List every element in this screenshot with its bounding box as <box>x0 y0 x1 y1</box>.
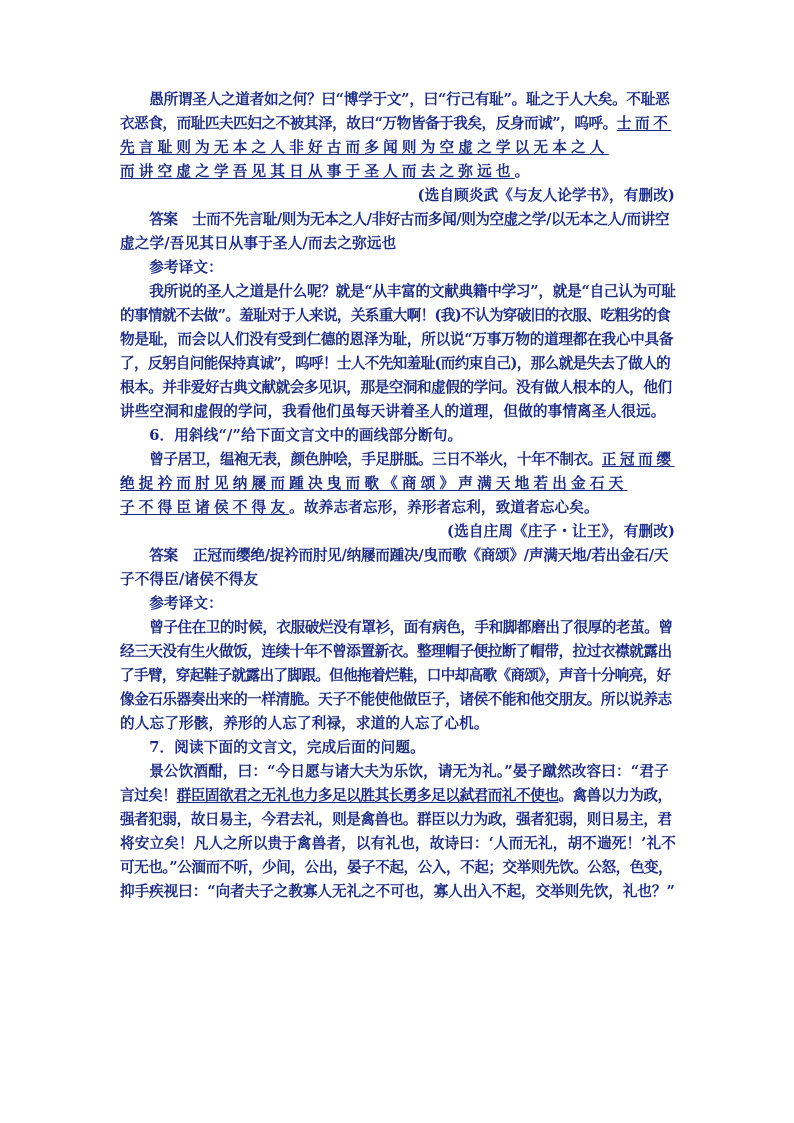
passage-1-translation-line-5: 根本。并非爱好古典文献就会多见识，那是空洞和虚假的学问。没有做人根本的人，他们 <box>120 379 672 396</box>
question-7-passage-line-4: 将安立矣！凡人之所以贵于禽兽者，以有礼也，故诗曰：‘人而无礼，胡不遄死！’礼不 <box>120 835 676 852</box>
question-6-passage-line-3: 子不得臣诸侯不得友。故养志者忘形，养形者忘利，致道者忘心矣。 <box>120 499 599 516</box>
question-6-answer-line-2: 子不得臣/诸侯不得友 <box>120 571 259 588</box>
question-6-title: 6．用斜线“/”给下面文言文中的画线部分断句。 <box>149 427 463 444</box>
passage-1-translation-line-2: 的事情就不去做”。羞耻对于人来说，关系重大啊！(我)不认为穿破旧的衣服、吃粗劣的食 <box>120 307 671 324</box>
passage-1-line-1: 愚所谓圣人之道者如之何？曰“博学于文”，曰“行己有耻”。耻之于人大矣。不耻恶 <box>149 91 670 108</box>
question-6-passage-line-2: 绝捉衿而肘见纳屦而踵决曳而歌《商颂》声满天地若出金石天 <box>120 475 628 492</box>
passage-1-translation-line-1: 我所说的圣人之道是什么呢？就是“从丰富的文献典籍中学习”，就是“自己认为可耻 <box>149 283 676 300</box>
passage-1-translation-line-3: 物是耻，而会以人们没有受到仁德的恩泽为耻，所以说“万事万物的道理都在我心中具备 <box>120 331 674 348</box>
question-7-passage-line-6: 抑手疾视曰：“向者夫子之教寡人无礼之不可也，寡人出入不起，交举则先饮，礼也？” <box>120 883 675 900</box>
document-page <box>120 88 675 904</box>
passage-1-answer-line-2: 虚之学/吾见其日从事于圣人/而去之弥远也 <box>120 235 397 252</box>
passage-1-line-2: 衣恶食，而耻匹夫匹妇之不被其泽，故曰“万物皆备于我矣，反身而诚”，呜呼。士而不 <box>120 115 672 132</box>
answer-label: 答案 <box>149 211 178 228</box>
question-6-translation-line-5: 的人忘了形骸，养形的人忘了利禄，求道的人忘了心机。 <box>120 715 489 732</box>
question-6-answer-line-1: 答案 正冠而缨绝/捉衿而肘见/纳屦而踵决/曳而歌《商颂》/声满天地/若出金石/天 <box>149 547 669 564</box>
underlined-passage-start: 士而不 <box>616 115 672 132</box>
question-6-translation-label: 参考译文： <box>149 595 223 612</box>
passage-1-answer-line-1: 答案 士而不先言耻/则为无本之人/非好古而多闻/则为空虚之学/以无本之人/而讲空 <box>149 211 669 228</box>
answer-label: 答案 <box>149 547 178 564</box>
question-7-passage-line-2: 言过矣！群臣固欲君之无礼也力多足以胜其长勇多足以弑君而礼不使也。禽兽以力为政， <box>120 787 672 804</box>
question-6-source: (选自庄周《庄子・让王》，有删改) <box>447 523 675 540</box>
question-6-passage-line-1: 曾子居卫，缊袍无表，颜色肿哙，手足胼胝。三日不举火，十年不制衣。正冠而缨 <box>149 451 675 468</box>
question-7-title: 7．阅读下面的文言文，完成后面的问题。 <box>149 739 425 756</box>
underlined-passage-line-3: 先言耻则为无本之人非好古而多闻则为空虚之学以无本之人 <box>120 139 609 156</box>
question-6-translation-line-3: 了手臂，穿起鞋子就露出了脚跟。但他拖着烂鞋，口中却高歌《商颂》，声音十分响亮，好 <box>120 667 671 684</box>
passage-1-source: (选自顾炎武《与友人论学书》，有删改) <box>417 187 675 204</box>
passage-1-translation-line-4: 了，反躬自问能保持真诚”，呜呼！士人不先知羞耻(而约束自己)，那么就是失去了做人的 <box>120 355 671 372</box>
question-6-block <box>120 424 675 736</box>
question-6-translation-line-4: 像金石乐器奏出来的一样清脆。天子不能使他做臣子，诸侯不能和他交朋友。所以说养志 <box>120 691 672 708</box>
question-6-translation-line-1: 曾子住在卫的时候，衣服破烂没有罩衫，面有病色，手和脚都磨出了很厚的老茧。曾 <box>149 619 673 636</box>
underlined-sentence: 群臣固欲君之无礼也力多足以胜其长勇多足以弑君而礼不使也 <box>176 787 559 804</box>
question-7-passage-line-5: 可无也。”公湎而不听，少间，公出，晏子不起，公入，不起；交举则先饮。公怒，色变， <box>120 859 673 876</box>
passage-1-block <box>120 88 675 424</box>
passage-1-translation-line-6: 讲些空洞和虚假的学问，我看他们虽每天讲着圣人的道理，但做的事情离圣人很远。 <box>120 403 666 420</box>
question-7-passage-line-3: 强者犯弱，故日易主，今君去礼，则是禽兽也。群臣以力为政，强者犯弱，则日易主，君 <box>120 811 672 828</box>
passage-1-translation-label: 参考译文： <box>149 259 223 276</box>
question-6-translation-line-2: 经三天没有生火做饭，连续十年不曾添置新衣。整理帽子便拉断了帽带，拉过衣襟就露出 <box>120 643 672 660</box>
question-7-passage-line-1: 景公饮酒酣，曰：“今日愿与诸大夫为乐饮，请无为礼。”晏子蹴然改容曰：“君子 <box>149 763 669 780</box>
question-7-block <box>120 736 675 904</box>
underlined-passage-line-4: 而讲空虚之学吾见其日从事于圣人而去之弥远也。 <box>120 163 530 180</box>
